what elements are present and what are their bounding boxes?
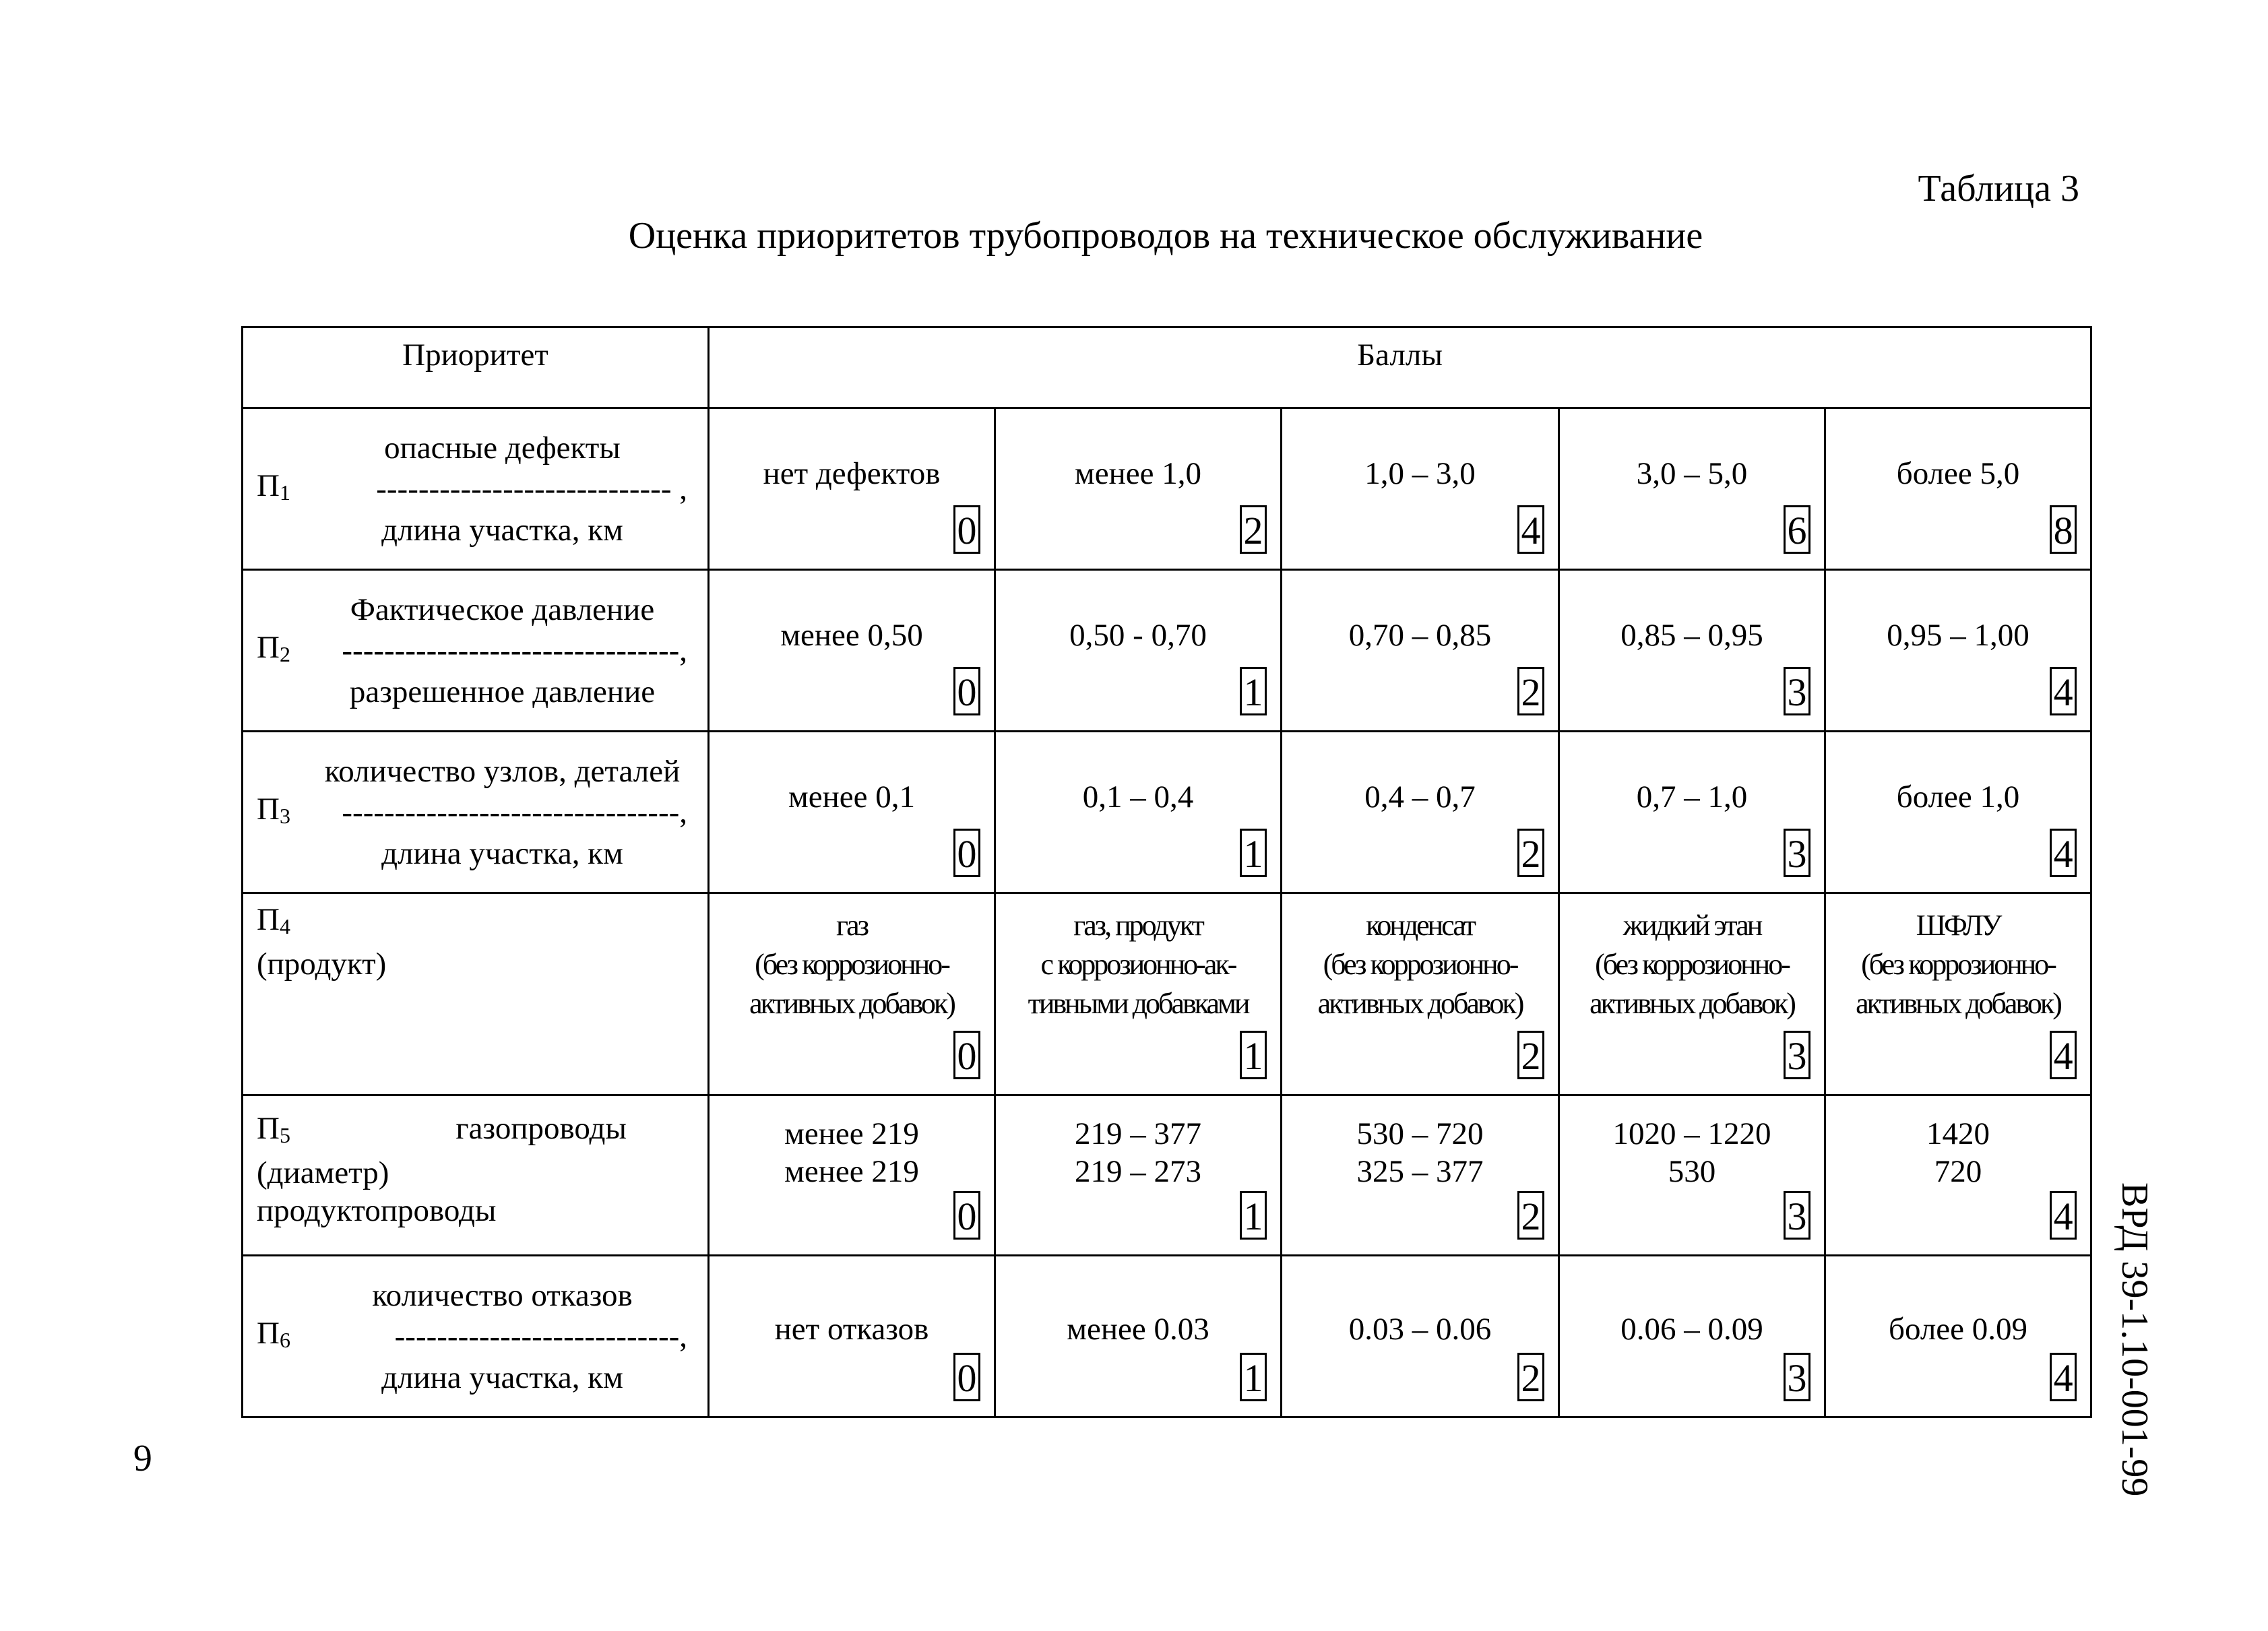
score-cell [1825,408,2091,570]
score-box: 2 [1517,1353,1544,1401]
product-note: активных добавок) [1589,987,1794,1020]
score-box: 1 [1240,1031,1267,1079]
product-name: жидкий этан [1623,909,1761,942]
gas-diameter: 1420 [1926,1116,1990,1151]
gas-diameter: менее 219 [784,1116,919,1151]
score-box: 4 [2050,1191,2077,1240]
range-text: менее 0.03 [1067,1312,1209,1347]
ratio-numerator: опасные дефекты [384,430,621,466]
product-diameter: менее 219 [784,1154,919,1189]
score-box: 0 [953,505,980,554]
score-box: 8 [2050,505,2077,554]
score-box: 4 [2050,1353,2077,1401]
score-cell [995,893,1282,1095]
table-row [243,1095,2091,1256]
score-box: 0 [953,829,980,877]
score-cell [995,732,1282,893]
score-cell [995,408,1282,570]
priority-cell-p1 [243,408,709,570]
range-text: нет отказов [774,1312,929,1347]
product-note: тивными добавками [1028,987,1249,1020]
score-cell [1559,732,1825,893]
range-text: нет дефектов [763,456,941,491]
score-box: 3 [1784,829,1810,877]
priority-table [241,326,2092,1418]
ratio-formula [257,753,687,872]
ratio-denominator: разрешенное давление [349,674,656,709]
score-cell [1825,893,2091,1095]
fraction-line: ---------------------------, [394,1318,687,1354]
score-cell [1282,570,1559,732]
product-diameter: 219 – 273 [1075,1154,1201,1189]
priority-cell-p4 [243,893,709,1095]
priority-cell-p5 [243,1095,709,1256]
header-scores: Баллы [709,327,2091,408]
score-box: 4 [1517,505,1544,554]
priority-label: (продукт) [257,947,387,982]
product-diameter: 720 [1934,1154,1982,1189]
range-text: менее 1,0 [1075,456,1201,491]
score-cell [1559,408,1825,570]
score-cell [1825,732,2091,893]
score-box: 1 [1240,1353,1267,1401]
score-box: 0 [953,1191,980,1240]
priority-symbol: $П_1$ [257,468,290,505]
range-text: менее 0,1 [788,779,915,814]
product-name: газ [836,909,867,942]
document-title: Оценка приоритетов трубопроводов на техническое обслуживание [628,215,1703,257]
priority-symbol: $П_6$ [257,1315,290,1352]
ratio-numerator: количество узлов, деталей [324,753,681,789]
range-text: 1,0 – 3,0 [1364,456,1476,491]
table-row [243,408,2091,570]
priority-cell-p3 [243,732,709,893]
ratio-numerator: Фактическое давление [350,591,655,627]
score-box: 6 [1784,505,1810,554]
score-cell [709,1095,995,1256]
score-cell [1559,570,1825,732]
score-cell [1559,1256,1825,1417]
page-number: 6 [133,1437,152,1479]
product-diameter: 530 [1668,1154,1716,1189]
gas-diameter: 219 – 377 [1075,1116,1201,1151]
score-box: 3 [1784,1191,1810,1240]
range-text: 0,4 – 0,7 [1364,779,1476,814]
score-box: 3 [1784,667,1810,715]
score-cell [1282,1256,1559,1417]
pipeline-type-product: продуктопроводы [257,1193,497,1228]
score-box: 3 [1784,1353,1810,1401]
score-box: 2 [1517,1191,1544,1240]
priority-symbol: $П_3$ [257,791,290,828]
score-box: 2 [1517,829,1544,877]
range-text: 0,50 - 0,70 [1069,618,1207,653]
table-label: Таблица 3 [1918,168,2079,210]
score-cell [709,732,995,893]
header-row [243,327,2091,408]
priority-symbol: $П_4$ [257,902,290,938]
range-text: 3,0 – 5,0 [1636,456,1748,491]
product-note: с коррозионно-ак- [1040,948,1236,981]
range-text: менее 0,50 [780,618,923,653]
ratio-denominator: длина участка, км [381,512,623,548]
score-cell [1559,893,1825,1095]
range-text: 0,95 – 1,00 [1887,618,2029,653]
score-box: 1 [1240,829,1267,877]
table-row [243,893,2091,1095]
score-cell [1282,893,1559,1095]
ratio-denominator: длина участка, км [381,1360,623,1395]
product-note: активных добавок) [749,987,954,1020]
range-text: более 0.09 [1889,1312,2028,1347]
score-box: 2 [1517,1031,1544,1079]
score-box: 4 [2050,829,2077,877]
score-box: 4 [2050,1031,2077,1079]
document-code: ВРД 39-1.10-001-99 [2114,1182,2155,1497]
ratio-numerator: количество отказов [372,1277,633,1313]
priority-cell-p6 [243,1256,709,1417]
range-text: более 5,0 [1896,456,2020,491]
product-note: (без коррозионно- [1323,948,1517,981]
gas-diameter: 1020 – 1220 [1612,1116,1771,1151]
score-cell [1825,1256,2091,1417]
product-diameter: 325 – 377 [1356,1154,1484,1189]
score-box: 2 [1517,667,1544,715]
product-note: (без коррозионно- [1595,948,1789,981]
ratio-formula [257,429,687,549]
priority-symbol: $П_2$ [257,629,290,666]
priority-label: (диаметр) [257,1155,389,1190]
fraction-line: --------------------------------, [342,633,687,668]
range-text: более 1,0 [1896,779,2020,814]
product-name: ШФЛУ [1916,909,2001,942]
score-cell [709,408,995,570]
score-cell [709,893,995,1095]
product-note: активных добавок) [1856,987,2060,1020]
score-box: 1 [1240,1191,1267,1240]
score-cell [1559,1095,1825,1256]
score-cell [995,1256,1282,1417]
range-text: 0,85 – 0,95 [1620,618,1763,653]
priority-cell-p2 [243,570,709,732]
score-cell [1825,570,2091,732]
product-note: активных добавок) [1317,987,1523,1020]
fraction-line: --------------------------------, [342,794,687,830]
score-box: 0 [953,1353,980,1401]
range-text: 0,1 – 0,4 [1082,779,1194,814]
ratio-formula [257,591,687,711]
score-box: 2 [1240,505,1267,554]
range-text: 0.06 – 0.09 [1620,1312,1763,1347]
score-cell [995,570,1282,732]
range-text: 0,70 – 0,85 [1348,618,1492,653]
score-box: 0 [953,1031,980,1079]
table-row [243,570,2091,732]
score-cell [709,1256,995,1417]
score-box: 3 [1784,1031,1810,1079]
score-cell [709,570,995,732]
score-box: 0 [953,667,980,715]
range-text: 0.03 – 0.06 [1348,1312,1492,1347]
score-cell [995,1095,1282,1256]
score-box: 4 [2050,667,2077,715]
score-cell [1825,1095,2091,1256]
score-box: 1 [1240,667,1267,715]
product-note: (без коррозионно- [1861,948,2055,981]
range-text: 0,7 – 1,0 [1636,779,1748,814]
product-note: (без коррозионно- [755,948,949,981]
header-priority: Приоритет [243,327,709,408]
gas-diameter: 530 – 720 [1356,1116,1484,1151]
score-cell [1282,1095,1559,1256]
score-cell [1282,408,1559,570]
fraction-line: ---------------------------- , [376,471,687,507]
table-row [243,732,2091,893]
product-name: газ, продукт [1073,909,1203,942]
ratio-formula [257,1277,687,1397]
table-row [243,1256,2091,1417]
ratio-denominator: длина участка, км [381,835,623,871]
score-cell [1282,732,1559,893]
pipeline-type-gas: газопроводы [455,1111,627,1146]
priority-symbol: $П_5$ [257,1111,290,1147]
product-name: конденсат [1366,909,1474,942]
